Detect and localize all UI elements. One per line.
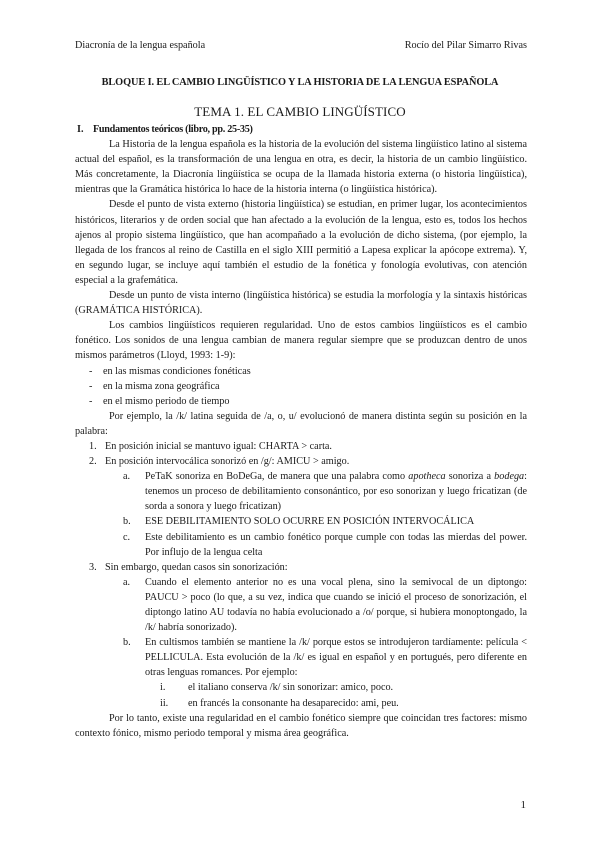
bullet-item: [75, 379, 527, 394]
sublist-text: En cultismos también se mantiene la /k/ porque estos se introdujeron tardíamente: película < PELLICULA. Esta evolución de la /k/ es igual en español y en portugués, pero diferente en otras lenguas romances. Por ejemplo:: [145, 637, 527, 679]
sublist-item-3a: [75, 575, 527, 635]
subsublist-item-i: [75, 680, 527, 695]
bullet-item: [75, 364, 527, 379]
section-title: Fundamentos teóricos (libro, pp. 25-35): [93, 124, 253, 135]
roman-numeral: i.: [160, 682, 166, 694]
bullet-text: en el mismo periodo de tiempo: [103, 395, 230, 407]
sublist-text: Este debilitamiento es un cambio fonético porque cumple con todas las mierdas del power. Por influjo de la lengua celta: [145, 531, 527, 558]
sublist-letter: a.: [123, 471, 131, 483]
roman-numeral: ii.: [160, 697, 169, 709]
sublist-letter: b.: [123, 516, 131, 528]
paragraph-regularity: Los cambios lingüísticos requieren regularidad. Uno de estos cambios lingüísticos es el cambio fonético. Los sonidos de una lengua cambian de manera regular siempre que se produzcan dentro de unos mismos parámetros (Lloyd, 1993: 1-9):: [75, 320, 527, 362]
paragraph-intro: La Historia de la lengua española es la historia de la evolución del sistema lingüístico latino al sistema actual del español, es la transformación de una lengua en otra, es decir, la historia de un cambio lingüístico. Más concretamente, la Diacronía lingüística se ocupa de la llamada historia externa (o historia lingüística), mientras que la Gramática histórica lo hace de la historia interna (o lingüística histórica).: [75, 139, 527, 196]
list-text: En posición inicial se mantuvo igual: CHARTA > carta.: [105, 440, 332, 452]
list-number: 3.: [89, 561, 97, 573]
list-number: 2.: [89, 456, 97, 468]
header-course: Diacronía de la lengua española: [75, 40, 206, 51]
paragraph-external: Desde el punto de vista externo (historia lingüística) se estudian, en primer lugar, los acontecimientos históricos, literarios y de orden social que han afectado a la evolución de la lengua, esto es, todos los hechos ajenos al propio sistema lingüístico, que han acompañado a la evolución de dicho sistema, (por ejemplo, la llegada de los francos al reino de Castilla en el siglo XIII permitió a Lapesa explicar la apócope extrema). Y, en segundo lugar, se incluye aquí también el estudio de la fonética y fonología evolutivas, con atención especial a la grafemática.: [75, 199, 527, 286]
section-heading: [75, 122, 527, 137]
bullet-text: en la misma zona geográfica: [103, 380, 220, 392]
sublist-text: Cuando el elemento anterior no es una vocal plena, sino la semivocal de un diptongo: PAUCU > poco (lo que, a su vez, indica que cuando se inició el proceso de sonorización, el diptongo latino AU todavía no había evolucionado a /o/ porque, si hubiera monoptongado, la /k/ habría sonorizado).: [145, 576, 527, 634]
sublist-item-2a: [75, 469, 527, 514]
bullet-dash: -: [89, 380, 93, 392]
term-bodega: bodega: [494, 471, 525, 483]
sublist-item-2b: [75, 514, 527, 529]
section-number: I.: [77, 124, 84, 135]
subsublist-item-ii: [75, 696, 527, 711]
subsublist-text: en francés la consonante ha desaparecido: ami, peu.: [188, 697, 399, 709]
paragraph-conclusion: Por lo tanto, existe una regularidad en el cambio fonético siempre que coincidan tres factores: mismo contexto fónico, mismo periodo temporal y misma área geográfica.: [75, 712, 527, 739]
bullet-item: [75, 394, 527, 409]
tema-title: TEMA 1. EL CAMBIO LINGÜÍSTICO: [194, 104, 406, 119]
sublist-letter: c.: [123, 531, 131, 543]
block-title: BLOQUE I. EL CAMBIO LINGÜÍSTICO Y LA HISTORIA DE LA LENGUA ESPAÑOLA: [101, 77, 499, 88]
header-author: Rocío del Pilar Simarro Rivas: [404, 40, 527, 51]
paragraph-example: Por ejemplo, la /k/ latina seguida de /a, o, u/ evolucionó de manera distinta según su posición en la palabra:: [75, 410, 527, 437]
bullet-dash: -: [89, 365, 93, 377]
list-item-1: [75, 439, 527, 454]
page-number: 1: [520, 799, 526, 811]
paragraph-internal: Desde un punto de vista interno (lingüística histórica) se estudia la morfología y la sintaxis históricas (GRAMÁTICA HISTÓRICA).: [75, 290, 527, 317]
list-text: En posición intervocálica sonorizó en /g/: AMICU > amigo.: [105, 456, 350, 468]
sublist-letter: b.: [123, 637, 131, 649]
sublist-item-2c: [75, 530, 527, 560]
term-apotheca: apotheca: [408, 471, 446, 483]
sublist-item-3b: [75, 635, 527, 680]
sublist-text: ESE DEBILITAMIENTO SOLO OCURRE EN POSICIÓN INTERVOCÁLICA: [145, 516, 475, 528]
list-item-2: [75, 454, 527, 469]
subsublist-text: el italiano conserva /k/ sin sonorizar: amico, poco.: [188, 682, 394, 694]
sublist-letter: a.: [123, 576, 131, 588]
list-number: 1.: [89, 440, 97, 452]
list-text: Sin embargo, quedan casos sin sonorización:: [105, 561, 288, 573]
bullet-dash: -: [89, 395, 93, 407]
list-item-3: [75, 560, 527, 575]
sublist-text: PeTaK sonoriza en BoDeGa, de manera que una palabra como apotheca sonoriza a bodega: tenemos un proceso de debilitamiento consonántico, por eso sonorizan y luego fricatizan (de sorda a sonora y luego fricatizan): [145, 471, 527, 513]
document-body: [75, 122, 527, 741]
bullet-text: en las mismas condiciones fonéticas: [103, 365, 251, 377]
